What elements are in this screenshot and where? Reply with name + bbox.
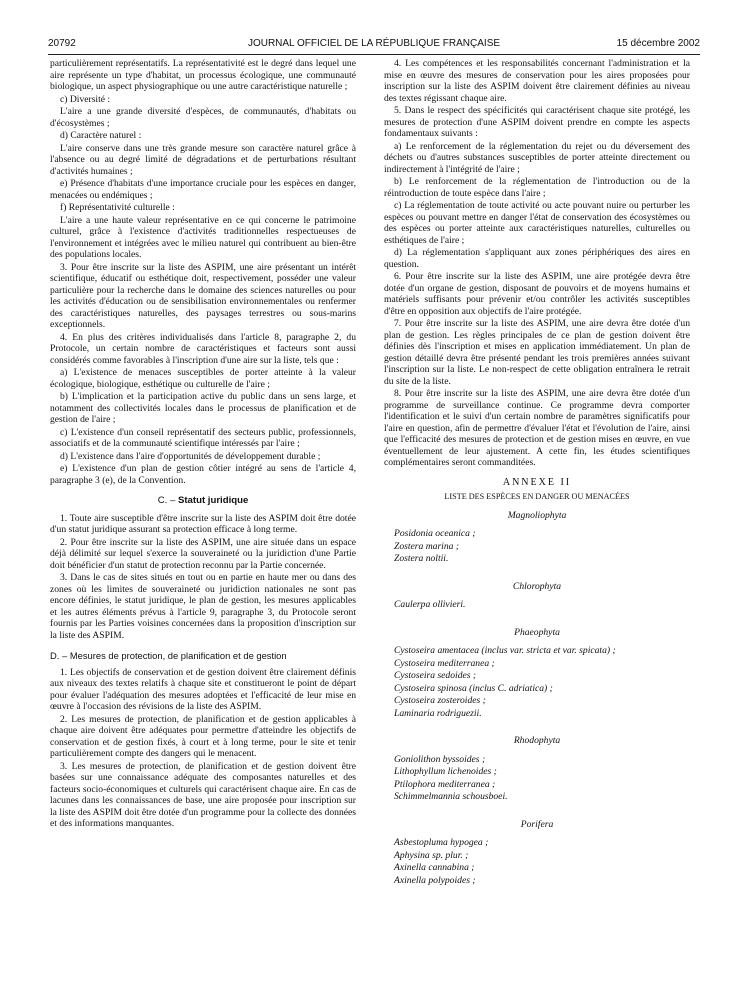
paragraph: L'aire a une grande diversité d'espèces, de communautés, d'habitats ou d'écosystèmes ; [50, 106, 356, 129]
paragraph: 8. Pour être inscrite sur la liste des ASPIM, une aire devra être dotée d'un programme de surveillance continue. Ce programme devra comporter l'identification et le suivi d'un certain nombre de paramètres significatifs pour l'aire en question, afin de permettre d'évaluer l'état et l'évolution de l'aire, ainsi que l'efficacité des mesures de protection et de gestion mises en œuvre, en vue éventuellement de leur ajustement. A cette fin, les études scientifiques complémentaires seront commanditées. [384, 388, 690, 468]
paragraph: 4. En plus des critères individualisés dans l'article 8, paragraphe 2, du Protocole, un certain nombre de caractéristiques et facteurs sont aussi considérés comme favorables à l'inscription d'une aire sur la liste, tels que : [50, 331, 356, 366]
journal-title: JOURNAL OFFICIEL DE LA RÉPUBLIQUE FRANÇAISE [247, 38, 501, 49]
species-item: Lithophyllum lichenoides ; [394, 766, 497, 777]
paragraph: c) L'existence d'un conseil représentatif des secteurs public, professionnels, associatifs et de la communauté scientifique intéressés par l'aire ; [50, 426, 356, 449]
section-c-heading [50, 495, 356, 507]
section-c-title: Statut juridique [177, 495, 249, 506]
paragraph: d) L'existence dans l'aire d'opportunités de développement durable ; [60, 450, 321, 462]
species-item: Cystoseira sedoides ; [394, 670, 477, 681]
paragraph: 2. Pour être inscrite sur la liste des ASPIM, une aire située dans un espace déjà délimité sur lequel s'exerce la souveraineté ou la juridiction d'une Partie doit bénéficier d'un statut de protection reconnu par la Partie concernée. [50, 536, 356, 571]
paragraph: a) Le renforcement de la réglementation du rejet ou du déversement des déchets ou d'autres substances susceptibles de porter atteinte directement ou indirectement à l'intégrité de l'aire ; [384, 140, 690, 175]
species-item: Cystoseira mediterranea ; [394, 657, 495, 669]
publication-date: 15 décembre 2002 [616, 38, 700, 49]
paragraph: d) Caractère naturel : [60, 130, 142, 141]
annex-subtitle: LISTE DES ESPÈCES EN DANGER OU MENACÉES [444, 492, 630, 501]
group-heading: Magnoliophyta [507, 509, 567, 521]
paragraph: c) Diversité : [60, 93, 111, 105]
left-column [50, 58, 356, 831]
paragraph: 1. Les objectifs de conservation et de gestion doivent être clairement définis aux niveaux des textes relatifs à chaque site et constitueront le point de départ pour évaluer l'adéquation des mesures adoptées et l'efficacité de leur mise en œuvre à l'occasion des révisions de la liste des ASPIM. [50, 666, 356, 712]
group-heading: Porifera [520, 818, 554, 830]
paragraph: L'aire a une haute valeur représentative en ce qui concerne le patrimoine culturel, grâce à l'existence d'activités traditionnelles respectueuses de l'environnement et intégrées avec le milieu naturel qui contribuent au bien-être des populations locales. [50, 214, 356, 260]
paragraph: e) Présence d'habitats d'une importance cruciale pour les espèces en danger, menacées ou endémiques ; [50, 178, 356, 201]
species-item: Axinella cannabina ; [394, 862, 475, 873]
paragraph: e) L'existence d'un plan de gestion côtier intégré au sens de l'article 4, paragraphe 3 (e), de la Convention. [50, 463, 356, 486]
paragraph: L'aire conserve dans une très grande mesure son caractère naturel grâce à l'absence ou au degré limité de dégradations et de perturbations résultant d'activités humaines ; [50, 142, 356, 177]
species-item: Zostera noltii. [394, 553, 449, 564]
species-item: Axinella polypoides ; [394, 874, 476, 886]
species-item: Goniolithon byssoides ; [394, 753, 486, 765]
header-rule [48, 54, 700, 55]
paragraph: 3. Dans le cas de sites situés en tout ou en partie en haute mer ou dans des zones où les limites de souveraineté ou juridiction nationales ne sont pas encore définies, le statut juridique, le plan de gestion, les mesures applicables et les autres éléments prévus à l'article 9, paragraphe 3, du Protocole seront fournis par les Parties voisines concernées dans la proposition d'inscription sur la liste des ASPIM. [50, 572, 356, 641]
species-item: Posidonia oceanica ; [394, 528, 476, 539]
species-item: Aphysina sp. plur. ; [394, 849, 469, 861]
right-column [384, 58, 690, 887]
paragraph: 2. Les mesures de protection, de planification et de gestion applicables à chaque aire doivent être adéquates pour permettre d'atteindre les objectifs de conservation et de gestion fixés, à court et à long terme, pour le site et tenir particulièrement compte des dangers qui le menacent. [50, 713, 356, 759]
paragraph: 3. Les mesures de protection, de planification et de gestion doivent être basées sur une connaissance adéquate des composantes naturelles et des facteurs socio-économiques et culturels qui caractérisent chaque aire. En cas de lacunes dans les connaissances de base, une aire proposée pour inscription sur la liste des ASPIM doit être dotée d'un programme pour la collecte des données et des informations manquantes. [50, 760, 356, 829]
paragraph: 1. Toute aire susceptible d'être inscrite sur la liste des ASPIM doit être dotée d'un statut juridique assurant sa protection efficace à long terme. [50, 512, 356, 535]
species-item: Cystoseira spinosa (inclus C. adriatica) ; [394, 682, 553, 694]
species-item: Caulerpa ollivieri. [394, 599, 466, 610]
section-d-heading [50, 650, 356, 662]
annex-title: ANNEXE II [502, 476, 572, 488]
paragraph: 5. Dans le respect des spécificités qui caractérisent chaque site protégé, les mesures de protection d'une ASPIM doivent prendre en compte les aspects fondamentaux suivants : [384, 105, 690, 139]
species-item: Cystoseira zosteroides ; [394, 695, 486, 706]
paragraph: b) Le renforcement de la réglementation de l'introduction ou de la réintroduction de toute espèce dans l'aire ; [384, 176, 690, 199]
section-d-title: Mesures de protection, de planification et de gestion [69, 650, 287, 661]
paragraph: f) Représentativité culturelle : [60, 202, 175, 213]
section-c-prefix: C. – [157, 495, 178, 506]
paragraph: 3. Pour être inscrite sur la liste des ASPIM, une aire présentant un intérêt scientifique, éducatif ou esthétique doit, respectivement, posséder une valeur particulière pour la recherche dans le domaine des sciences naturelles ou pour les activités d'éducation ou de sensibilisation environnementales ou renfermer des caractéristiques naturelles, des paysages terrestres ou sous-marins exceptionnels. [50, 261, 356, 330]
group-heading: Rhodophyta [513, 735, 561, 746]
paragraph: 4. Les compétences et les responsabilités concernant l'administration et la mise en œuvre des mesures de conservation pour les aires proposées pour inscription sur la liste des ASPIM doivent être clairement définies au niveau des textes régissant chaque aire. [384, 58, 690, 104]
paragraph: 7. Pour être inscrite sur la liste des ASPIM, une aire devra être dotée d'un plan de gestion. Les règles principales de ce plan de gestion doivent être définies dès l'inscription et mises en application immédiatement. Un plan de gestion détaillé devra être présenté pendant les trois premières années suivant l'inscription sur la liste. Le non-respect de cette obligation entraînera le retrait du site de la liste. [384, 318, 690, 387]
group-heading: Chlorophyta [512, 580, 562, 592]
paragraph: a) L'existence de menaces susceptibles de porter atteinte à la valeur écologique, biologique, esthétique ou culturelle de l'aire ; [50, 367, 356, 390]
paragraph: d) La réglementation s'appliquant aux zones périphériques des aires en question. [384, 247, 690, 270]
paragraph: 6. Pour être inscrite sur la liste des ASPIM, une aire protégée devra être dotée d'un organe de gestion, disposant de pouvoirs et de moyens humains et matériels suffisants pour prévenir et/ou contrôler les activités susceptibles d'être en opposition aux objectifs de l'aire protégée. [384, 271, 690, 317]
page-number: 20792 [48, 38, 76, 49]
species-item: Schimmelmannia schousboei. [394, 791, 508, 802]
species-item: Laminaria rodriguezii. [394, 707, 482, 719]
paragraph: c) La réglementation de toute activité ou acte pouvant nuire ou perturber les espèces ou pouvant mettre en danger l'état de conservation des écosystèmes ou des espèces ou porter atteinte aux caractéristiques naturelles, culturelles ou esthétiques de l'aire ; [384, 200, 690, 246]
species-item: Cystoseira amentacea (inclus var. stricta et var. spicata) ; [394, 645, 616, 656]
section-d-prefix: D. – [50, 650, 70, 661]
group-heading: Phaeophyta [514, 626, 560, 638]
paragraph: particulièrement représentatifs. La représentativité est le degré dans lequel une aire représente un type d'habitat, un processus écologique, une communauté biologique, un aspect physiographique ou une autre caractéristique naturelle ; [50, 58, 356, 92]
species-item: Asbestopluma hypogea ; [394, 837, 489, 848]
page-header [48, 38, 700, 52]
paragraph: b) L'implication et la participation active du public dans un sens large, et notamment des collectivités locales dans le processus de planification et de gestion de l'aire ; [50, 391, 356, 425]
species-item: Ptilophora mediterranea ; [394, 778, 496, 790]
species-item: Zostera marina ; [394, 540, 460, 552]
